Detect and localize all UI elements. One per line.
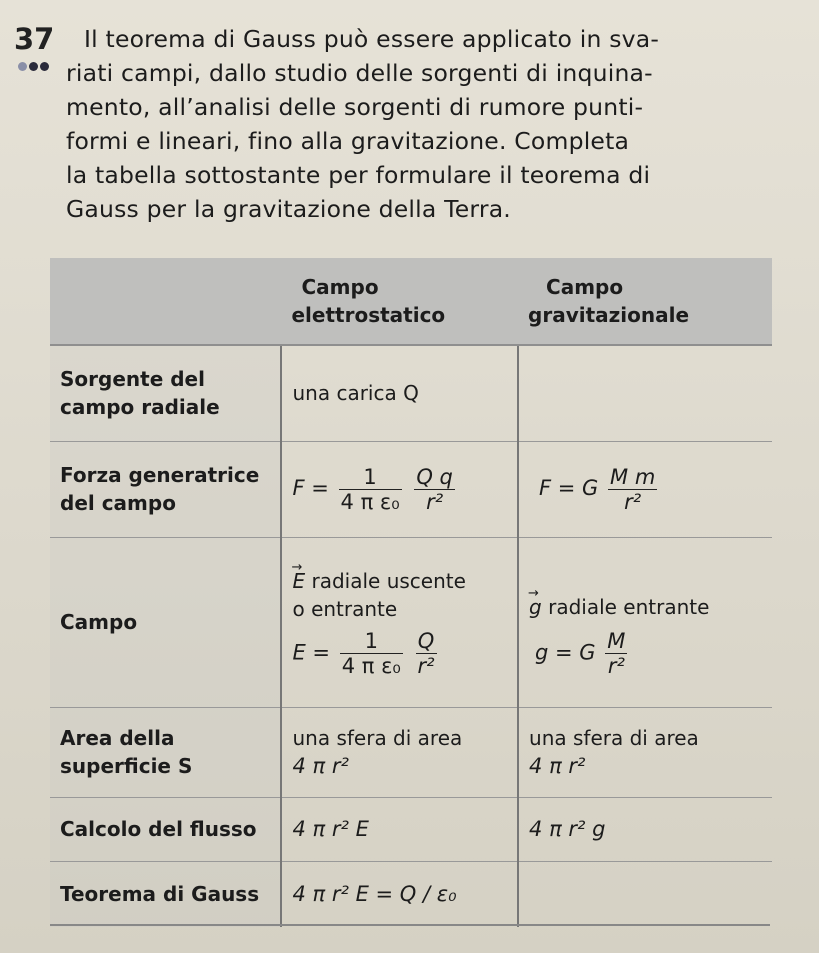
row-label: [50, 345, 281, 441]
cell-grav-flux: 4 π r² g: [518, 797, 772, 861]
cell-electro-force: [281, 441, 518, 537]
header-line: Campo: [546, 275, 624, 299]
table-row: [50, 537, 772, 707]
cell-grav-field: [518, 537, 772, 707]
row-label: [50, 861, 281, 927]
field-description: [529, 567, 764, 621]
cell-grav-area: [518, 707, 772, 797]
row-label-line: campo radiale: [60, 395, 220, 420]
fraction-num: 1: [340, 629, 403, 654]
prompt-line: mento, all’analisi delle sorgenti di rumore punti-: [66, 93, 644, 121]
fraction-den: r²: [426, 489, 444, 514]
cell-electro-flux: 4 π r² E: [281, 797, 518, 861]
fraction: [608, 465, 657, 514]
cell-electro-gauss: 4 π r² E = Q / ε₀: [281, 861, 518, 927]
prompt-line: la tabella sottostante per formulare il teorema di: [66, 161, 651, 189]
e-field-formula: [292, 629, 509, 678]
difficulty-dot: [29, 62, 38, 71]
header-line: Campo: [301, 275, 379, 299]
row-label-line: Campo: [60, 610, 138, 634]
fraction-num: M: [607, 628, 626, 653]
area-desc: una sfera di area: [292, 726, 463, 750]
header-line: gravitazionale: [528, 303, 690, 327]
fraction-num: 1: [339, 465, 402, 490]
row-label-line: Teorema di Gauss: [60, 882, 260, 907]
cell-electro-area: [281, 707, 518, 797]
fraction-num: Q q: [416, 464, 453, 489]
row-label: [50, 707, 281, 797]
cell-electro-field: [281, 537, 518, 707]
table-row: [50, 345, 772, 441]
difficulty-dots-icon: [18, 62, 49, 71]
fraction: [414, 465, 455, 514]
row-label-line: Calcolo del flusso: [60, 817, 257, 841]
fraction: [416, 629, 437, 678]
difficulty-dot: [40, 62, 49, 71]
prompt-line: formi e lineari, fino alla gravitazione. Completa: [66, 127, 630, 155]
formula-lhs: g = G: [535, 640, 596, 664]
area-formula: 4 π r²: [292, 754, 349, 778]
g-vector-symbol: g →: [529, 595, 542, 619]
fraction-den: 4 π ε₀: [341, 653, 401, 678]
formula-lhs: F =: [292, 476, 329, 500]
field-desc-line: o entrante: [292, 596, 398, 621]
area-formula: 4 π r²: [529, 754, 586, 778]
newton-formula: [529, 464, 660, 514]
area-desc: una sfera di area: [529, 726, 699, 750]
row-label-line: Sorgente del: [60, 367, 205, 392]
table-row: [50, 861, 772, 927]
table-row: [50, 707, 772, 797]
row-label-line: superficie S: [60, 754, 193, 778]
cell-electro-source: una carica Q: [281, 345, 518, 441]
field-desc-line: radiale uscente: [311, 568, 466, 593]
cell-grav-gauss-blank[interactable]: [518, 861, 772, 927]
coulomb-formula: [292, 464, 457, 514]
table-bottom-rule: [50, 924, 770, 926]
field-desc-line: radiale entrante: [548, 594, 710, 619]
cell-grav-source-blank[interactable]: [518, 345, 772, 441]
g-field-formula: [529, 629, 764, 678]
fraction: [339, 465, 402, 514]
header-electrostatic: [281, 258, 518, 345]
field-description: [292, 567, 509, 595]
row-label-line: Forza generatrice: [60, 463, 260, 487]
header-line: elettrostatico: [291, 303, 446, 327]
prompt-line: riati campi, dallo studio delle sorgenti di inquina-: [66, 59, 653, 87]
fraction: [605, 629, 627, 678]
fraction-num: Q: [416, 629, 437, 654]
table-row: [50, 797, 772, 861]
fraction-num: M m: [610, 464, 656, 489]
formula-lhs: E =: [292, 640, 331, 664]
row-label: [50, 537, 281, 707]
exercise-prompt: [66, 22, 806, 226]
prompt-line: Gauss per la gravitazione della Terra.: [66, 195, 511, 223]
difficulty-dot: [18, 62, 27, 71]
fraction: [340, 629, 403, 678]
header-gravitational: [518, 258, 772, 345]
prompt-line: Il teorema di Gauss può essere applicato in sva-: [84, 25, 660, 53]
table-header-row: [50, 258, 772, 345]
comparison-table: [50, 258, 772, 922]
row-label: [50, 441, 281, 537]
header-empty: [50, 258, 281, 345]
fraction-den: r²: [417, 653, 435, 678]
cell-grav-force: [518, 441, 772, 537]
exercise-number: 37: [14, 22, 55, 56]
row-label: [50, 797, 281, 861]
formula-lhs: F = G: [539, 476, 599, 500]
table-row: [50, 441, 772, 537]
row-label-line: del campo: [60, 491, 176, 515]
row-label-line: Area della: [60, 726, 175, 750]
fraction-den: 4 π ε₀: [340, 489, 400, 514]
fraction-den: r²: [624, 489, 642, 514]
fraction-den: r²: [607, 653, 625, 678]
e-vector-symbol: E →: [292, 569, 305, 593]
